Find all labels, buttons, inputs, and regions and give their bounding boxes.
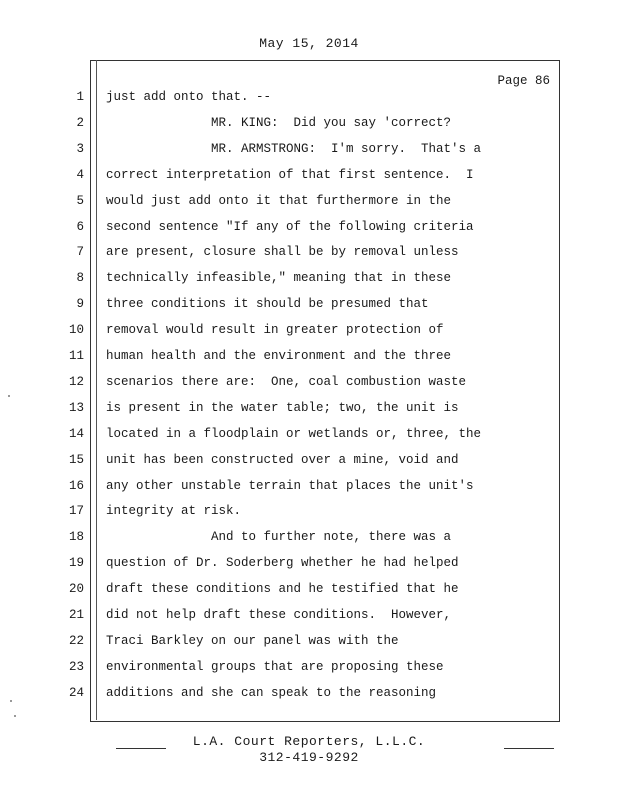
transcript-line	[0, 168, 618, 194]
line-number: 21	[68, 608, 84, 622]
line-text: second sentence "If any of the following criteria	[106, 219, 474, 234]
transcript-line	[0, 504, 618, 530]
line-number: 3	[76, 141, 84, 156]
line-number: 19	[68, 556, 84, 571]
line-text: any other unstable terrain that places the unit's	[106, 478, 474, 493]
line-text: correct interpretation of that first sentence. I	[106, 167, 474, 182]
line-text: human health and the environment and the three	[106, 349, 452, 363]
transcript-line	[0, 401, 618, 427]
transcript-line	[0, 245, 618, 271]
line-number: 15	[68, 452, 84, 467]
line-text: located in a floodplain or wetlands or, three, the	[106, 426, 482, 441]
line-text: MR. ARMSTRONG: I'm sorry. That's a	[106, 141, 482, 156]
transcript-line	[0, 453, 618, 479]
line-number: 10	[68, 323, 84, 338]
line-number: 18	[68, 530, 84, 545]
line-text: integrity at risk.	[106, 504, 242, 519]
line-number: 4	[76, 167, 84, 182]
line-number: 8	[76, 271, 84, 286]
line-text: would just add onto it that furthermore in the	[106, 193, 452, 208]
transcript-line	[0, 556, 618, 582]
line-text: unit has been constructed over a mine, void and	[106, 452, 459, 467]
transcript-line	[0, 608, 618, 634]
transcript-line	[0, 349, 618, 375]
line-text: three conditions it should be presumed that	[106, 297, 429, 312]
transcript-line	[0, 634, 618, 660]
line-number: 24	[68, 685, 84, 700]
line-number: 17	[68, 504, 84, 519]
line-text: And to further note, there was a	[106, 530, 452, 545]
line-number: 5	[76, 193, 84, 208]
line-number: 16	[68, 478, 84, 493]
transcript-line	[0, 427, 618, 453]
line-number: 12	[68, 374, 84, 389]
scan-mark	[14, 715, 16, 717]
line-text: Traci Barkley on our panel was with the	[106, 633, 399, 648]
line-number: 1	[76, 90, 84, 104]
line-text: question of Dr. Soderberg whether he had helped	[106, 556, 459, 571]
scan-mark	[10, 700, 12, 702]
line-text: are present, closure shall be by removal unless	[106, 245, 459, 260]
transcript-line	[0, 116, 618, 142]
line-number: 2	[76, 115, 84, 130]
line-text: technically infeasible," meaning that in these	[106, 271, 452, 286]
line-text: did not help draft these conditions. However,	[106, 608, 452, 622]
footer-company: L.A. Court Reporters, L.L.C.	[192, 734, 426, 749]
line-number: 6	[76, 219, 84, 234]
transcript-line	[0, 297, 618, 323]
transcript-line	[0, 323, 618, 349]
transcript-line	[0, 686, 618, 712]
transcript-line	[0, 142, 618, 168]
transcript-line	[0, 375, 618, 401]
page-number: Page 86	[497, 74, 550, 88]
transcript-line	[0, 90, 618, 116]
line-text: environmental groups that are proposing these	[106, 659, 444, 674]
transcript-line	[0, 194, 618, 220]
line-number: 7	[76, 245, 84, 260]
line-text: MR. KING: Did you say 'correct?	[106, 115, 452, 130]
line-number: 13	[68, 400, 84, 415]
scan-mark	[8, 395, 10, 397]
line-text: scenarios there are: One, coal combustion waste	[106, 374, 467, 389]
transcript-line	[0, 582, 618, 608]
header-date: May 15, 2014	[259, 36, 359, 51]
line-text: is present in the water table; two, the unit is	[106, 400, 459, 415]
line-number: 20	[68, 582, 84, 597]
line-text: just add onto that. --	[106, 90, 272, 104]
line-text: draft these conditions and he testified that he	[106, 582, 459, 597]
transcript-line	[0, 220, 618, 246]
line-number: 22	[68, 633, 84, 648]
transcript-line	[0, 271, 618, 297]
line-number: 14	[68, 426, 84, 441]
line-number: 11	[68, 349, 84, 363]
footer-phone: 312-419-9292	[259, 750, 359, 765]
line-number: 23	[68, 659, 84, 674]
line-text: removal would result in greater protection of	[106, 323, 444, 338]
transcript-line	[0, 530, 618, 556]
line-number: 9	[76, 297, 84, 312]
transcript-line	[0, 479, 618, 505]
transcript-line	[0, 660, 618, 686]
line-text: additions and she can speak to the reasoning	[106, 685, 437, 700]
